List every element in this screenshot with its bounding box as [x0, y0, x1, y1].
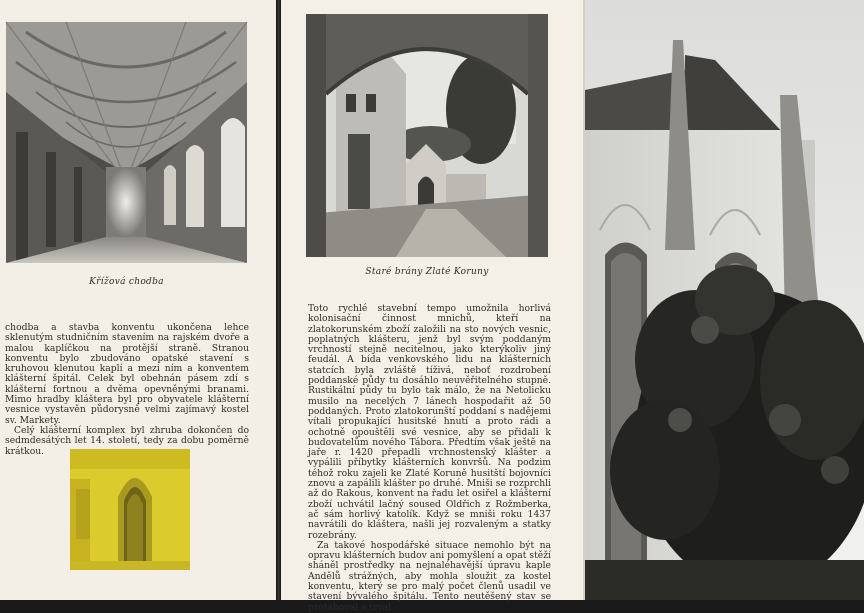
church-illustration [585, 0, 864, 600]
right-page [585, 0, 864, 600]
doorway-photo [70, 449, 190, 570]
middle-paragraph: Za takové hospodářské situace nemohlo být na opravu klášterních budov ani pomyšlení a opat stěží sháněl prostředky na nejnaléhavější úpravu kaple Andělů strážných, aby mohla sloužit za kostel konventu, který se pro malý počet členů usadil ve stavení bývalého špitálu. Tento neutěšený stav se protahoval a trval [308, 539, 551, 613]
left-text-column [5, 323, 249, 457]
cloister-illustration [6, 22, 247, 263]
middle-paragraph: Toto rychlé stavební tempo umožnila horlivá kolonisační činnost mnichů, kteří na zlatokorunském zboží založili na sto nových vesnic, poplatných klášteru, jenž byl svým poddaným vrchností stejně necitelnou, jako kterýkoliv jiný feudál. A bída venkovského lidu na klášterních statcích byla zvláště tíživá, neboť rozdrobení poddanské půdy tu dosáhlo neuvěřitelného stupně. Rustikální půdy tu bylo tak málo, že na Netolicku musilo na necelých 7 lánech hospodařit až 50 poddaných. Proto zlatokorunští poddaní s nadějemi vítali propukající husitské hnutí a proto rádi a ochotně opouštěli své vesnice, aby se přidali k budovatelům nového Tábora. Předtím však ještě na jaře r. 1420 přepadli vrchnostenský klášter a vypálili příbytky klášterních konvršů. Na podzim téhož roku zajeli ke Zlaté Koruně husitští bojovníci znovu a zapálili klášter po druhé. Mniši se rozprchli až do Rakous, konvent na řadu let osiřel a klášterní zboží uchvátil lačný soused Oldřich z Rožmberka, ač sám horlivý katolík. Když se mniši roku 1437 navrátili do kláštera, našli jej rozvaleným a statky rozebrány. [308, 303, 551, 541]
left-paragraph: chodba a stavba konventu ukončena lehce sklenutým studničním stavením na rajském dvoře a malou kaplíčkou na protější straně. Stranou konventu bylo zbudováno opatské stavení s kruhovou klenutou kaplí a mezi ním a konventem klášterní špitál. Celek byl obehnán pásem zdí s klášterní fortnou a dvěma opevněnými branami. Mimo hradby kláštera byl pro obyvatele klášterní vesnice vystavěn půdorysně velmi zajímavý kostel sv. Markety. [5, 322, 249, 426]
doorway-illustration [70, 449, 190, 570]
left-page [0, 0, 276, 600]
middle-page [281, 0, 583, 613]
left-paragraph: Celý klášterní komplex byl zhruba dokončen do sedmdesátých let 14. století, tedy za dobu poměrně krátkou. [5, 424, 249, 457]
church-photo [585, 0, 864, 600]
gate-illustration [306, 14, 548, 257]
cloister-caption: Křížová chodba [89, 277, 164, 287]
gate-photo [306, 14, 548, 257]
cloister-photo [6, 22, 247, 263]
gate-caption: Staré brány Zlaté Koruny [365, 267, 489, 277]
middle-text-column [308, 304, 551, 613]
